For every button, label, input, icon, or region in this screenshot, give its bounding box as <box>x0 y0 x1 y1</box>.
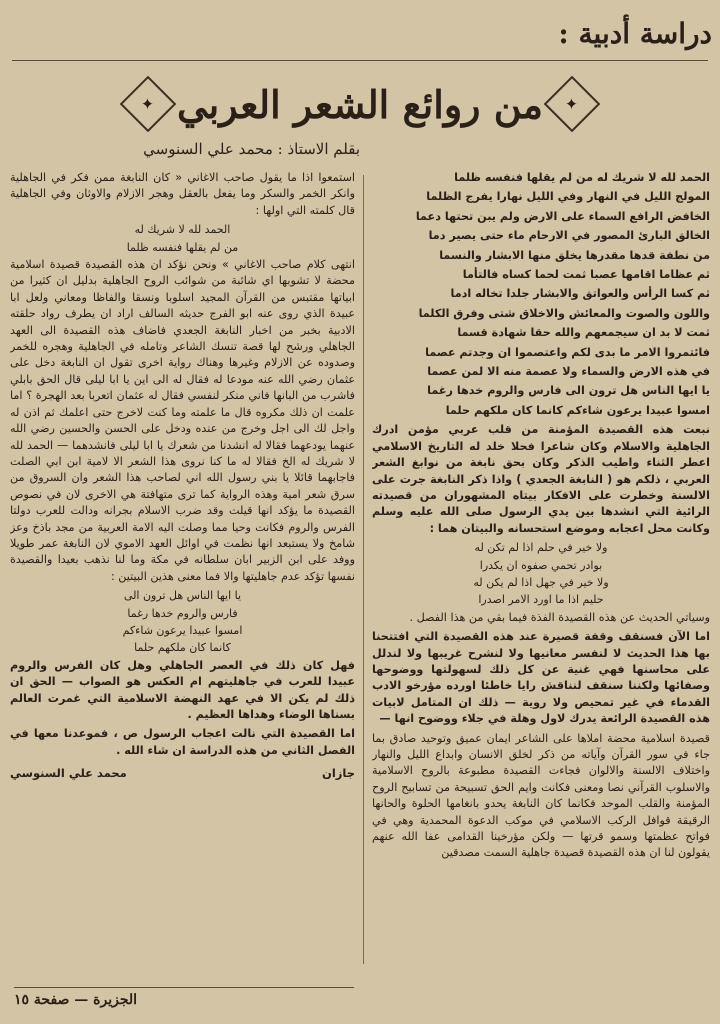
poem-line: واللون والصوت والمعائش والاخلاق شتى وفرق الكلما <box>418 306 710 320</box>
poem-line: الخالق البارئ المصور في الارحام ماء حتى يصير دما <box>428 229 710 243</box>
poem-line: الحمد لله لا شريك له من لم يقلها فنفسه ظلما <box>454 171 710 184</box>
page-footer: الجزيرة — صفحة ١٥ <box>14 992 138 1008</box>
verse-line: ولا خير في جهل اذا لم يكن له <box>473 575 609 589</box>
paragraph: قصيدة اسلامية محضة املاها على الشاعر ايمان عميق وتوحيد صادق بما جاء في سور القرآن وآياته من ذكر لخلق الانسان وابداع الليل والنهار واختلاف الالسنة والالوان فجاءت القصيدة مطبوعة بالروح الاسلامية والاسلوب القرآني نصا ومعنى فكانت وايم الحق تسبيحة من تسابيح الروح المؤمنة والقلب الموحد فكانما كان النابغة يحدو بانغامها الحلوة والحانها الرقيقة قوافل الركب الاسلامي في موكب الدعوة المحمدية وهي في فواتح عظمتها وسمو قرتها — ولكن مؤرخينا القدامى عفا الله عنهم يقولون لنا ان هذه القصيدة قصيدة جاهلية السمت مصدقين <box>372 731 710 860</box>
verse-line: يا ايها الناس هل ترون الى <box>123 589 242 603</box>
verse-line: ولا خير في حلم اذا لم تكن له <box>474 541 608 555</box>
paragraph: انتهى كلام صاحب الاغاني » ونحن نؤكد ان هذه القصيدة قصيدة اسلامية محضة لا تشوبها اي شائبة من شوائب الروح الجاهلية بدليل ان كثيرا من ابياتها مقتبس من القرآن المجيد اسلوبا ونسقا والفاظا ومعاني ولعل ابا عبيدة الذي روى عنه ابو الفرج حديثه السالف اراد ان يطرف رواد حلقته الادبية بخبر من اخبار النابغة الجعدي فاضاف هذه القصيدة الى العهد الجاهلي ورشح لها قصة تنسك الشاعر وتامله في الجاهلية وهجره للخمر وصدوده عن الازلام وغيرها وهناك رواية اخرى تقول ان النابغة دخل على عثمان رضي الله عنه مودعا له فقال له الى اين يا ابا ليلى قال الحق بابلي فاشرب من البانها فاني منكر لنفسي فقال له عثمان اتعربا بعد الهجرة ؟ اما علمت ان ذلك مكروه قال ما علمته وما كنت لاخرج حتى اعلمك ثم اذن له واجل لك الى اجل وخرج من عنده ودخل على الحسن والحسين رضي الله عنهما يودعهما فقالا له انشدنا من شعرك يا ابا ليلى فانشدهما — الحمد لله لا شريك له الخ فقالا له ما كنا نروى هذا الشعر الا لامية ابن ابي الصلت فاجابهما قائلا يا بني رسول الله اني لصاحب هذا الشعر وان السروق من سرق شعر امية وهذه الرواية كما ترى متهافتة هي الاخرى لان في نصوص القصيدة ما يؤكد انها قيلت وقد ضرب الاسلام بجرانه ودالت للعرب دولتا الفرس والروم فكانت وحيا مما وصلت اليه الامة العربية من مجد باذخ وعز شامخ ولا يستبعد انها نظمت في اوائل العهد الاموي لان النابغة عمر طويلا ووفد على ابن الزبير ابان سلطانه في مكة وما لنا نذهب بعيدا والقصيدة نفسها تؤكد عدم جاهليتها والا فما معنى هذين البيتين : <box>10 258 355 583</box>
section-label: دراسة أدبية : <box>558 17 712 50</box>
verse-line: من لم يقلها فنفسه ظلما <box>126 240 239 254</box>
verse-line: بوادر تحمي صفوه ان يكدرا <box>479 558 603 572</box>
poem-line: ثمت لا بد ان سيجمعهم والله حقا شهادة قسما <box>457 326 710 340</box>
byline: بقلم الاستاذ : محمد علي السنوسي <box>143 140 360 158</box>
verse-line: كانما كان ملكهم حلما <box>134 641 231 655</box>
paragraph: فهل كان ذلك في العصر الجاهلي وهل كان الفرس والروم عبيدا للعرب في جاهليتهم ام العكس هو الصواب — الحق ان ذلك لم يكن الا في عهد النهضة الاسلامية التي غمرت العالم بسناها الوضاء وهداها العظيم . <box>10 658 355 721</box>
signature-place: جازان <box>322 766 355 781</box>
right-column <box>372 170 710 972</box>
left-column <box>10 170 355 972</box>
signature <box>10 765 355 781</box>
poem-line: ثم كسا الرأس والعواتق والابشار جلدا تخاله ادما <box>450 287 710 301</box>
title-block <box>120 72 600 136</box>
footer-rule <box>14 987 354 988</box>
poem-line: من نطفة قدها مقدرها يخلق منها الابشار والنسما <box>439 248 710 262</box>
poem-line: ثم عظاما اقامها عصبا ثمت لحما كساه فالتأما <box>462 268 710 282</box>
top-rule <box>12 60 708 61</box>
paragraph: اما الآن فسنقف وقفة قصيرة عند هذه القصيدة التي افتتحنا بها هذا الحديث لا لنفسر معانيها ولا لنشرح غريبها ولا لندلل على محاسنها فهي غنية عن كل ذلك لسهولتها ووضوحها وصفائها ولكننا سنقف لنناقش رايا خاطئا اورده مؤرخو الادب القدماء في غير تمحيص ولا روية — ذلك ان المتامل لابيات هذه القصيدة الرائعة يدرك لاول وهلة في جلاء ووضوح انها — <box>372 630 710 726</box>
ornament-right-icon: ✦ <box>544 76 601 133</box>
poem-line: الخافض الرافع السماء على الارض ولم يبن تحتها دعما <box>415 209 710 223</box>
verse-line: حليم اذا ما اورد الامر اصدرا <box>478 593 604 607</box>
verse-line: فارس والروم خدها رغما <box>127 606 238 620</box>
page-title: من روائع الشعر العربي <box>176 81 544 127</box>
verse-line: امسوا عبيدا يرعون شاءكم <box>122 623 243 637</box>
ornament-left-icon: ✦ <box>120 76 177 133</box>
poem <box>372 170 710 419</box>
paragraph: استمعوا اذا ما يقول صاحب الاغاني « كان النابغة ممن فكر في الجاهلية وانكر الخمر والسكر وما يفعل بالعقل وهجر الازلام والاوثان وفي الجاهلية قال كلمته التي اولها : <box>10 171 355 217</box>
poem-line: امسوا عبيدا يرعون شاءكم كانما كان ملكهم حلما <box>445 403 710 417</box>
paragraph: نبعت هذه القصيدة المؤمنة من قلب عربي مؤمن ادرك الجاهلية والاسلام وكان شاعرا فحلا خلد له التاريخ الاسلامي اعطر الثناء واطيب الذكر وكان بحق نابغة من نوابغ الشعر العربي ، ذلكم هو ( النابغة الجعدي ) واذا ذكر النابغة جرت على الالسنة وخطرت على الافكار بيتاه المشهوران من قصيدته الرائية التي انشدها بين يدي الرسول صلى الله عليه وسلم وكانت محل اعجابه وموضع استحسانه والبيتان هما : <box>372 423 710 535</box>
signature-author: محمد علي السنوسي <box>10 766 127 781</box>
poem-line: المولج الليل في النهار وفي الليل نهارا يفرج الظلما <box>426 190 710 204</box>
verse-line: الحمد لله لا شريك له <box>134 223 231 237</box>
column-divider <box>363 175 364 964</box>
poem-line: يا ايها الناس هل ترون الى فارس والروم خدها رغما <box>427 384 710 398</box>
paragraph: اما القصيدة التي نالت اعجاب الرسول ص ، فموعدنا معها في الفصل الثاني من هذه الدراسة ان شاء الله . <box>10 727 355 757</box>
poem-line: في هذه الارض والسماء ولا عصمة منه الا لمن عصما <box>427 365 710 379</box>
paragraph: وسياتي الحديث عن هذه القصيدة الفذة فيما بقي من هذا الفصل . <box>409 610 710 624</box>
poem-line: فائتمروا الامر ما بدى لكم واعتصموا ان وجدتم عصما <box>425 345 710 359</box>
